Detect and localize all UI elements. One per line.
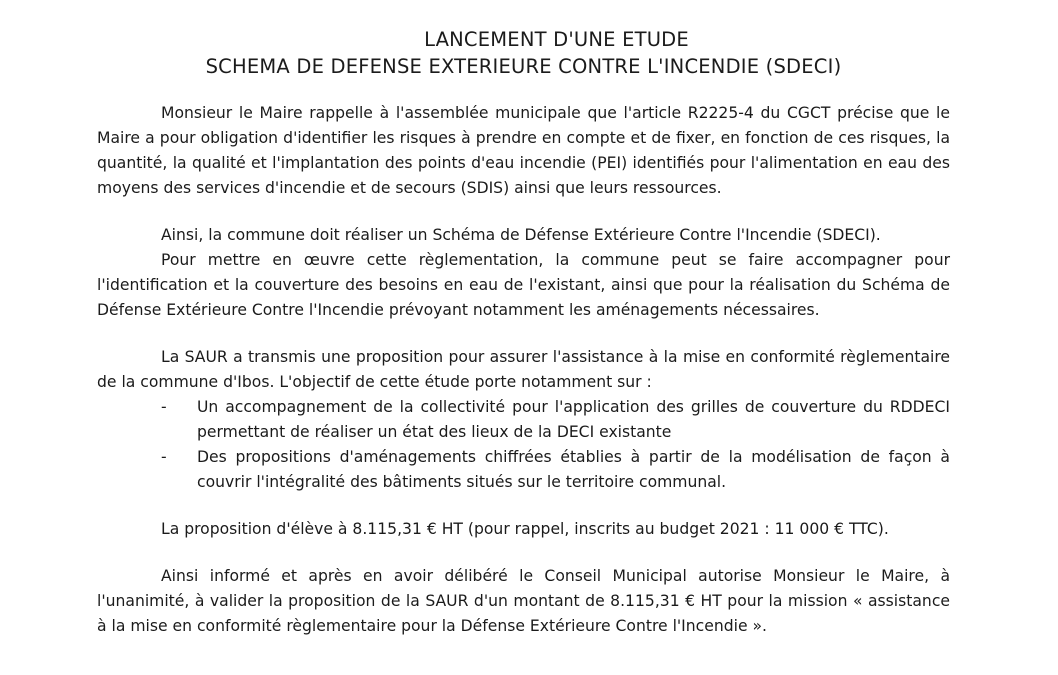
list-bullet: - xyxy=(161,398,167,416)
paragraph-gap xyxy=(97,495,950,517)
paragraph-gap xyxy=(97,542,950,564)
list-item xyxy=(97,395,950,445)
list-item-text: Un accompagnement de la collectivité pour l'application des grilles de couverture du RDDECI permettant de réaliser un état des lieux de la DECI existante xyxy=(197,398,950,441)
list-item xyxy=(97,445,950,495)
paragraph-gap xyxy=(97,201,950,223)
document-subtitle: SCHEMA DE DEFENSE EXTERIEURE CONTRE L'INCENDIE (SDECI) xyxy=(205,55,842,78)
paragraph-saur-proposal: La SAUR a transmis une proposition pour assurer l'assistance à la mise en conformité règlementaire de la commune d'Ibos. L'objectif de cette étude porte notamment sur : xyxy=(97,348,950,391)
objectives-list xyxy=(97,395,950,495)
paragraph-price: La proposition d'élève à 8.115,31 € HT (pour rappel, inscrits au budget 2021 : 11 000 € TTC). xyxy=(161,520,889,538)
document-title: LANCEMENT D'UNE ETUDE xyxy=(424,28,689,51)
paragraph-decision: Ainsi informé et après en avoir délibéré le Conseil Municipal autorise Monsieur le Maire, à l'unanimité, à valider la proposition de la SAUR d'un montant de 8.115,31 € HT pour la mission « assistance à la mise en conformité règlementaire pour la Défense Extérieure Contre l'Incendie ». xyxy=(97,567,950,635)
paragraph-gap xyxy=(97,323,950,345)
paragraph-sdeci-requirement: Ainsi, la commune doit réaliser un Schéma de Défense Extérieure Contre l'Incendie (SDECI). xyxy=(161,226,881,244)
list-bullet: - xyxy=(161,448,167,466)
paragraph-accompaniment: Pour mettre en œuvre cette règlementation, la commune peut se faire accompagner pour l'identification et la couverture des besoins en eau de l'existant, ainsi que pour la réalisation du Schéma de Défense Extérieure Contre l'Incendie prévoyant notamment les aménagements nécessaires. xyxy=(97,251,950,319)
paragraph-legal-context: Monsieur le Maire rappelle à l'assemblée municipale que l'article R2225-4 du CGCT précise que le Maire a pour obligation d'identifier les risques à prendre en compte et de fixer, en fonction de ces risques, la quantité, la qualité et l'implantation des points d'eau incendie (PEI) identifiés pour l'alimentation en eau des moyens des services d'incendie et de secours (SDIS) ainsi que leurs ressources. xyxy=(97,104,950,197)
list-item-text: Des propositions d'aménagements chiffrées établies à partir de la modélisation de façon à couvrir l'intégralité des bâtiments situés sur le territoire communal. xyxy=(197,448,950,491)
